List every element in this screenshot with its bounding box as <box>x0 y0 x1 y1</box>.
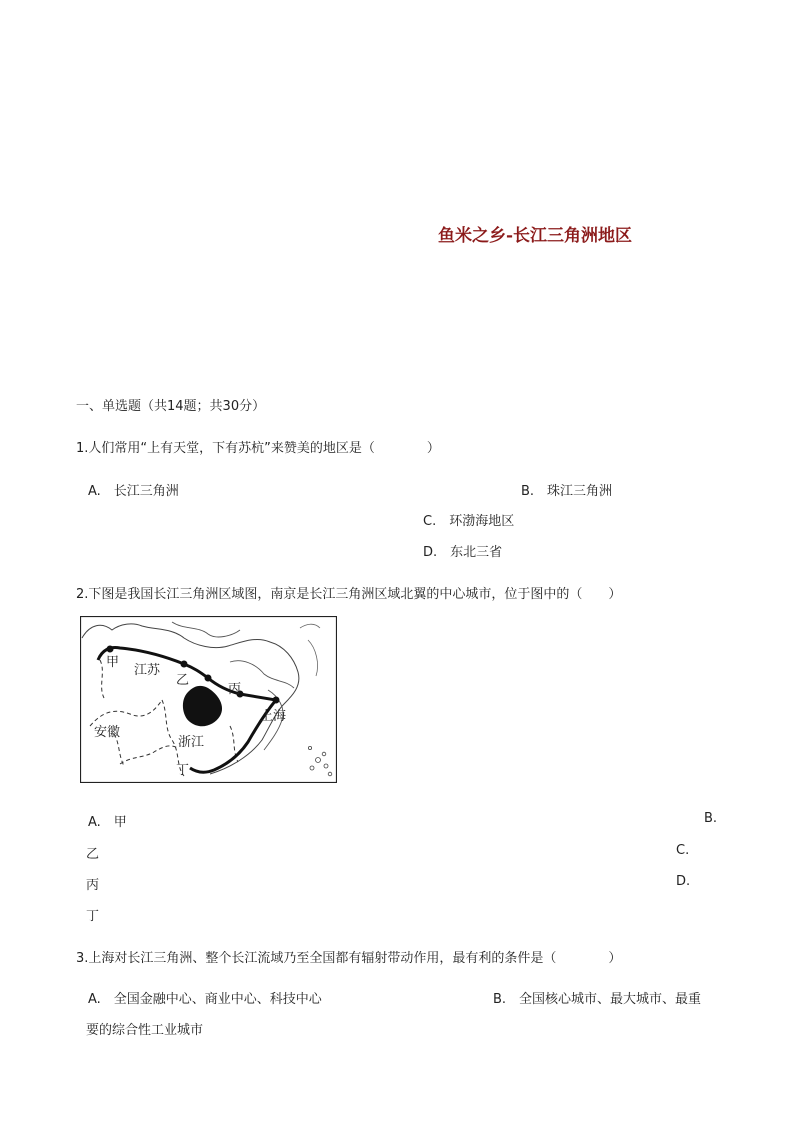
question-2-stem: 2.下图是我国长江三角洲区域图，南京是长江三角洲区域北翼的中心城市，位于图中的（ ） <box>76 587 622 602</box>
q3-option-a[interactable]: A. 全国金融中心、商业中心、科技中心 <box>88 992 322 1007</box>
q3-option-b-continued[interactable]: 要的综合性工业城市 <box>86 1023 204 1038</box>
map-label-zhejiang: 浙江 <box>178 735 205 750</box>
q1-option-c[interactable]: C. 环渤海地区 <box>423 514 515 529</box>
question-3-stem: 3.上海对长江三角洲、整个长江流域乃至全国都有辐射带动作用，最有利的条件是（ ） <box>76 951 622 966</box>
q2-option-d-marker[interactable]: D. <box>676 874 691 889</box>
q2-option-c-text[interactable]: 丙 <box>86 878 100 893</box>
q1-option-a[interactable]: A. 长江三角洲 <box>88 484 179 499</box>
page-title: 鱼米之乡-长江三角洲地区 <box>438 226 633 246</box>
map-label-ding: 丁 <box>176 763 190 778</box>
map-label-shanghai: 上海 <box>260 709 287 724</box>
q3-option-b[interactable]: B. 全国核心城市、最大城市、最重 <box>493 992 702 1007</box>
q1-option-b[interactable]: B. 珠江三角洲 <box>521 484 613 499</box>
map-label-anhui: 安徽 <box>94 725 121 740</box>
q2-option-d-text[interactable]: 丁 <box>86 909 100 924</box>
yangtze-delta-map <box>80 616 337 783</box>
q2-option-b-marker[interactable]: B. <box>704 811 718 826</box>
question-1-stem: 1.人们常用“上有天堂，下有苏杭”来赞美的地区是（ ） <box>76 441 440 456</box>
q2-option-b-text[interactable]: 乙 <box>86 847 100 862</box>
map-label-jiangsu: 江苏 <box>134 663 161 678</box>
map-label-yi: 乙 <box>176 673 190 688</box>
map-label-bing: 丙 <box>228 682 242 697</box>
map-label-jia: 甲 <box>106 655 120 670</box>
q1-option-d[interactable]: D. 东北三省 <box>423 545 503 560</box>
q2-option-c-marker[interactable]: C. <box>676 843 690 858</box>
section-heading: 一、单选题（共14题；共30分） <box>76 399 266 414</box>
q2-option-a[interactable]: A. 甲 <box>88 815 127 830</box>
